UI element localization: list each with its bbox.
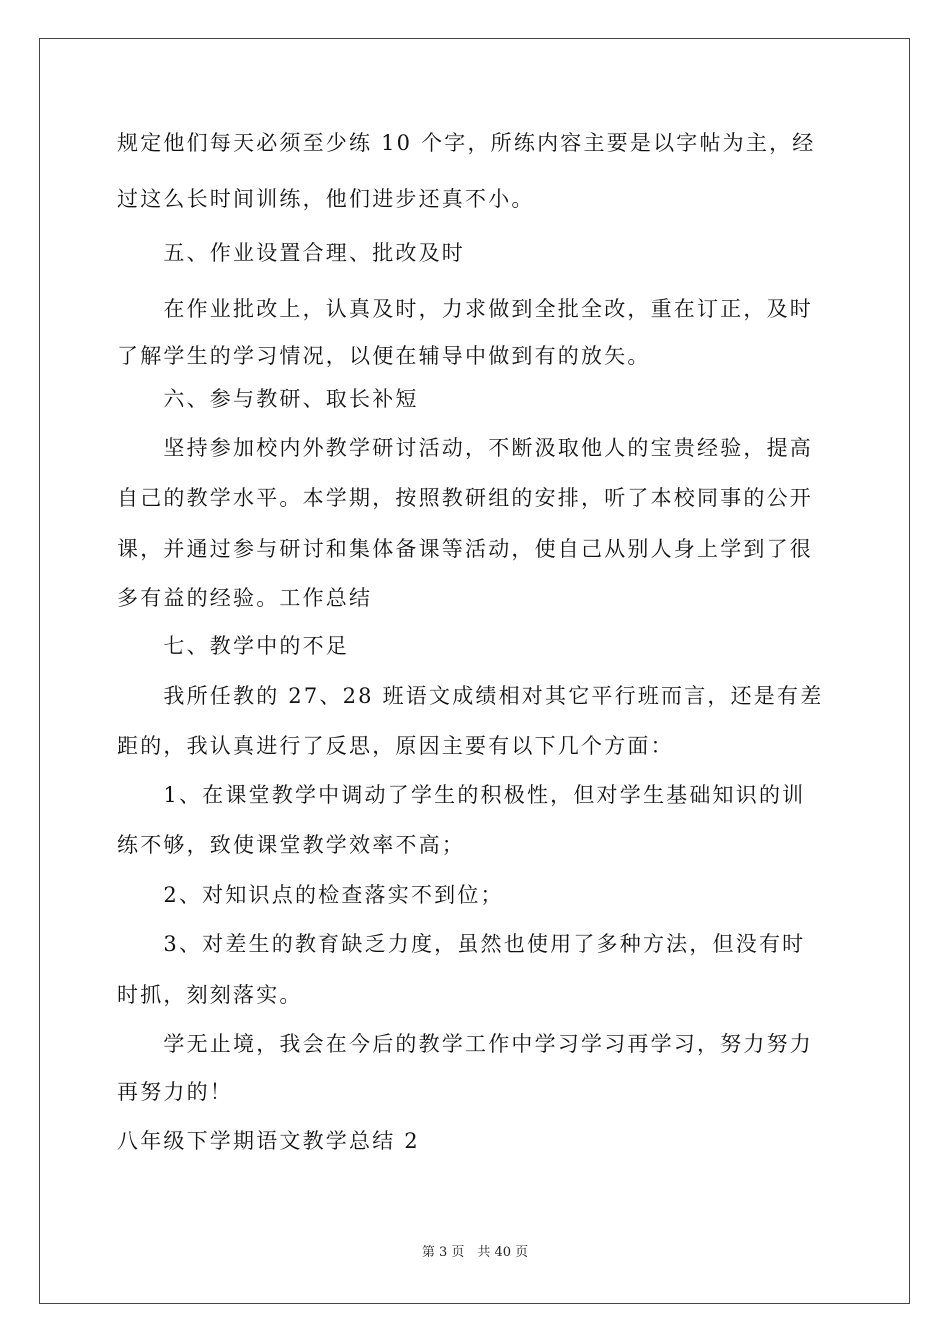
- text-line: 练不够，致使课堂教学效率不高；: [117, 833, 465, 857]
- text-line: 课，并通过参与研讨和集体备课等活动，使自己从别人身上学到了很: [117, 537, 813, 561]
- page-number: 第 3 页 共 40 页: [421, 1245, 529, 1260]
- section-heading: 六、参与教研、取长补短: [117, 387, 419, 411]
- text-line: 我所任教的 27、28 班语文成绩相对其它平行班而言，还是有差: [117, 684, 824, 708]
- text-line: 规定他们每天必须至少练 10 个字，所练内容主要是以字帖为主，经: [117, 131, 816, 155]
- text-line: 在作业批改上，认真及时，力求做到全批全改，重在订正，及时: [117, 297, 813, 321]
- text-line: 多有益的经验。工作总结: [117, 586, 373, 610]
- text-line: 了解学生的学习情况，以便在辅导中做到有的放矢。: [117, 344, 651, 368]
- section-heading: 五、作业设置合理、批改及时: [117, 241, 465, 265]
- page-frame: [39, 38, 910, 1304]
- text-line: 坚持参加校内外教学研讨活动，不断汲取他人的宝贵经验，提高: [117, 436, 813, 460]
- text-line: 自己的教学水平。本学期，按照教研组的安排，听了本校同事的公开: [117, 486, 813, 510]
- text-line: 3、对差生的教育缺乏力度，虽然也使用了多种方法，但没有时: [117, 932, 806, 956]
- text-line: 再努力的！: [117, 1080, 233, 1104]
- text-line: 时抓，刻刻落实。: [117, 983, 303, 1007]
- text-line: 1、在课堂教学中调动了学生的积极性，但对学生基础知识的训: [117, 783, 806, 807]
- text-line: 2、对知识点的检查落实不到位；: [117, 883, 504, 907]
- text-line: 过这么长时间训练，他们进步还真不小。: [117, 187, 535, 211]
- text-line: 距的，我认真进行了反思，原因主要有以下几个方面：: [117, 734, 674, 758]
- document-title: 八年级下学期语文教学总结 2: [117, 1129, 420, 1153]
- section-heading: 七、教学中的不足: [117, 634, 349, 658]
- text-line: 学无止境，我会在今后的教学工作中学习学习再学习，努力努力: [117, 1032, 813, 1056]
